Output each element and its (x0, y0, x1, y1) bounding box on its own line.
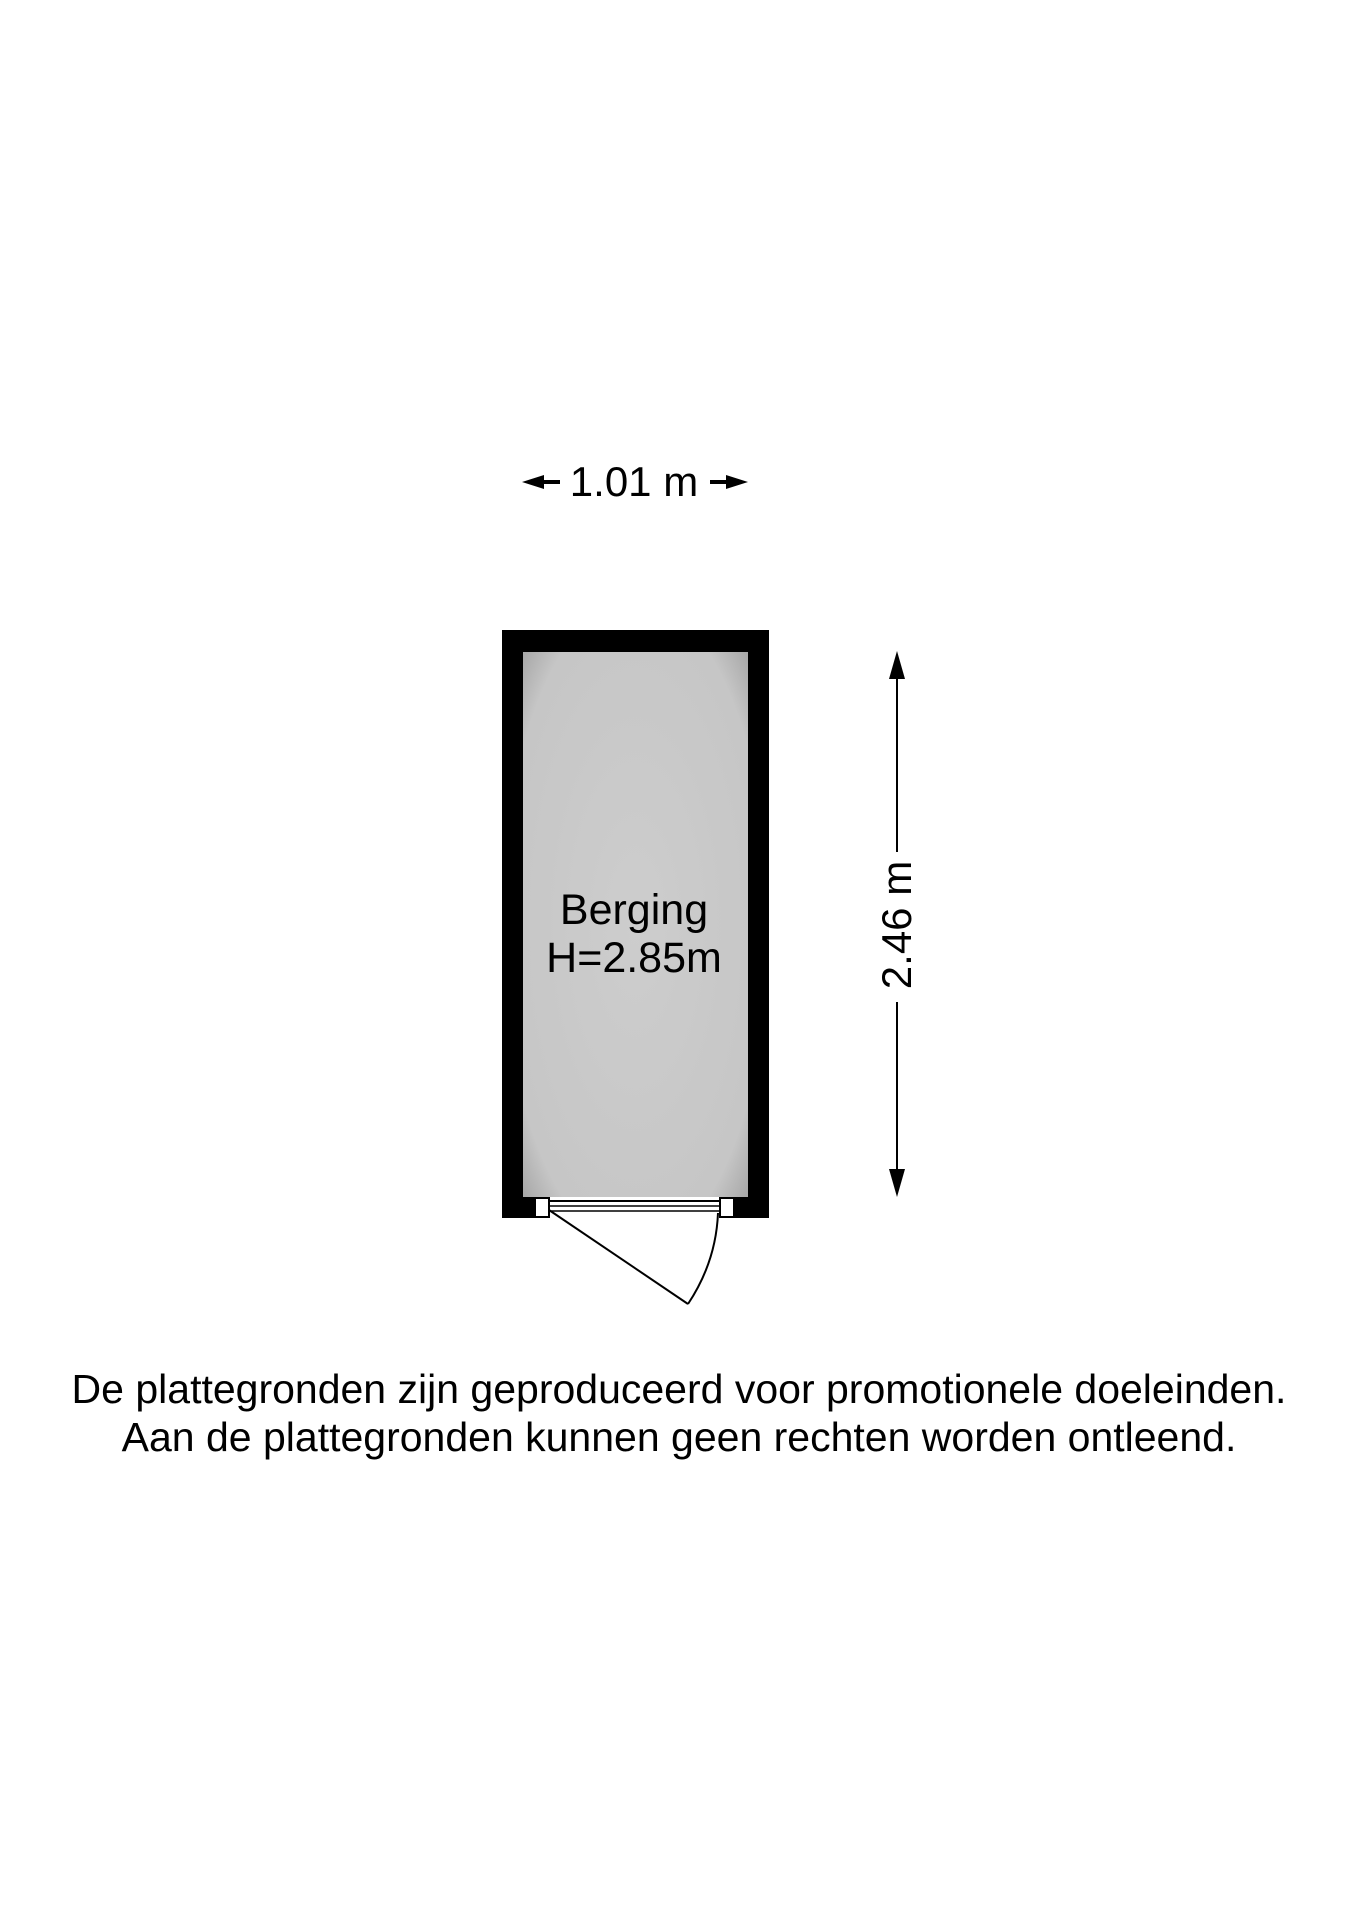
width-arrow-left (522, 475, 560, 489)
disclaimer-line-2: Aan de plattegronden kunnen geen rechten worden ontleend. (121, 1414, 1237, 1460)
disclaimer-text (0, 1365, 1358, 1461)
door (535, 1197, 735, 1304)
length-arrow-bottom (889, 1169, 905, 1197)
door-frame-right (720, 1198, 734, 1217)
door-swing-arc (688, 1213, 718, 1304)
length-dimension-label: 2.46 m (873, 860, 920, 990)
length-arrow-top (889, 651, 905, 679)
door-leaf (549, 1210, 688, 1304)
room-height-label: H=2.85m (546, 934, 722, 982)
disclaimer-line-1: De plattegronden zijn geproduceerd voor promotionele doeleinden. (71, 1366, 1287, 1412)
room-name-label: Berging (559, 886, 709, 934)
width-dimension-label: 1.01 m (569, 458, 699, 505)
length-dimension (873, 651, 920, 1197)
width-arrow-right (710, 475, 748, 489)
door-frame-left (535, 1198, 549, 1217)
width-dimension (522, 458, 748, 505)
